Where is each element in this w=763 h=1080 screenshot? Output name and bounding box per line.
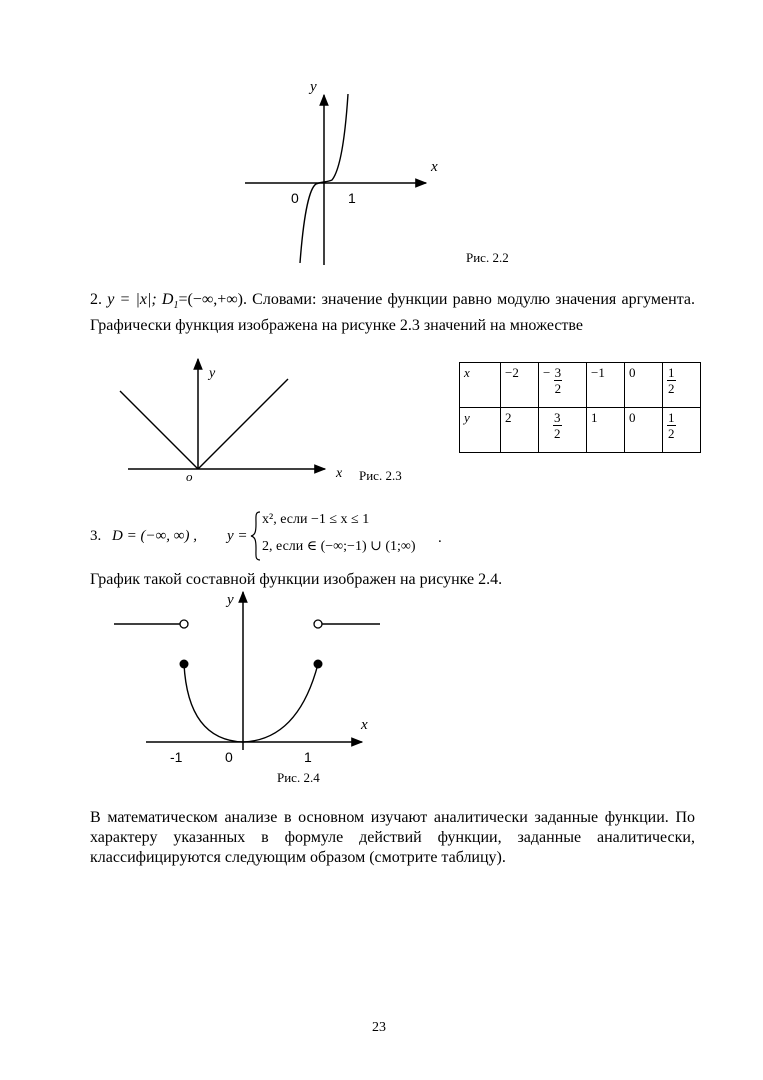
closed-point-left [180,660,189,669]
y-label: y [310,79,317,95]
item-2-paragraph [90,290,695,336]
table-cell [663,408,701,453]
table-cell [663,363,701,408]
y-label: y [227,592,234,608]
open-point-right [314,620,322,628]
figure-2-4 [110,588,380,768]
table-cell [539,408,587,453]
fraction: $\frac{3}{2}$ [554,365,562,396]
item-2-subscript: 1 [173,300,179,312]
table-cell: 0 [625,363,663,408]
fraction: $\frac{1}{2}$ [668,365,675,396]
case-2: 2, если ∈ (−∞;−1) ∪ (1;∞) [262,539,416,554]
x-label: x [336,466,343,481]
tick-one: 1 [304,749,312,765]
item-2-formula: y = |x|; D [107,291,174,308]
brace-icon [250,510,262,562]
closing-paragraph: В математическом анализе в основном изучают аналитически заданные функции. По характеру указанных в формуле действий функции, заданные аналитически, классифицируются следующим образом (смотрите таблицу). [90,809,695,866]
table-cell: 0 [625,408,663,453]
item-3-domain: D = (−∞, ∞) , [112,528,197,544]
figure-2-2 [230,70,470,270]
figure-2-2-caption: Рис. 2.2 [466,250,509,265]
value-table [459,362,701,453]
table-cell: 1 [587,408,625,453]
tick-neg-one: -1 [170,749,183,765]
parabola-arc [184,664,318,742]
item-2-number: 2. [90,291,102,308]
graph-intro: График такой составной функции изображен на рисунке 2.4. [90,571,503,588]
table-cell: −1 [587,363,625,408]
case-1: x², если −1 ≤ x ≤ 1 [262,512,370,527]
y-label: y [209,366,216,381]
table-row-y [460,408,701,453]
figure-2-4-caption: Рис. 2.4 [277,770,320,785]
fraction: $\frac{1}{2}$ [668,410,675,441]
tick-zero: 0 [225,749,233,765]
abs-right-branch [198,379,288,469]
table-header-y: y [460,408,501,453]
table-header-x: x [460,363,501,408]
table-row-x [460,363,701,408]
period: . [438,530,442,546]
table-cell: 2 [501,408,539,453]
table-cell: −2 [501,363,539,408]
closed-point-right [314,660,323,669]
tick-zero: 0 [291,190,299,206]
open-point-left [180,620,188,628]
table-cell: − $\frac{3}{2}$ [539,363,587,408]
origin-label: o [186,469,193,484]
figure-2-3-caption: Рис. 2.3 [359,468,402,483]
tick-one: 1 [348,190,356,206]
x-label: x [361,717,368,733]
item-3-number: 3. [90,528,102,544]
item-3 [90,508,490,564]
figure-2-3 [110,355,350,485]
abs-left-branch [120,391,198,469]
fraction: $\frac{3}{2}$ [554,410,561,441]
item-2-text: Словами: значение функции равно модулю значения аргумента. Графически функция изображена на рисунке 2.3 значений на множестве [90,291,695,335]
x-label: x [431,159,438,175]
page-number: 23 [372,1020,386,1035]
item-2-domain: =(−∞,+∞). [178,291,247,308]
item-3-y-equals: y = [227,528,248,544]
